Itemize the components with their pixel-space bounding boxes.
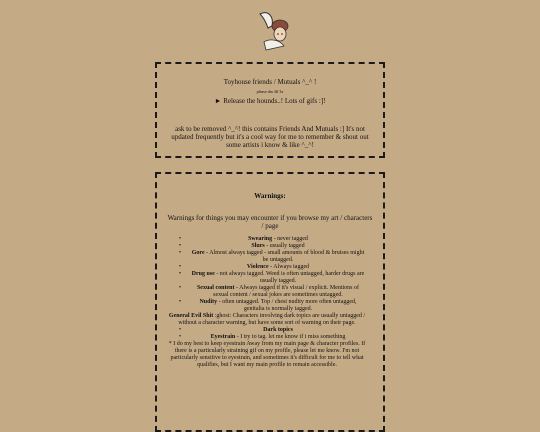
mutuals-title: Toyhouse friends / Mutuals ^_^ ! bbox=[223, 78, 317, 86]
mutuals-description: ask to be removed ^_^! this contains Friends And Mutuals :] It's not updated frequently but it's a cool way for me to remember & shout out some artists i know & like ^_^! bbox=[171, 125, 369, 149]
warnings-list bbox=[167, 236, 373, 369]
details-label[interactable]: Release the hounds..! Lots of gifs :]! bbox=[223, 97, 326, 105]
mascot-logo bbox=[250, 8, 298, 56]
list-item: • Swearing - never tagged bbox=[167, 236, 373, 243]
list-item: • Violence - Always tagged bbox=[167, 264, 373, 271]
warnings-intro: Warnings for things you may encounter if you browse my art / characters / page bbox=[167, 214, 373, 230]
warnings-title: Warnings: bbox=[254, 192, 286, 200]
details-summary[interactable] bbox=[167, 97, 373, 105]
list-item: • Sexual content - Always tagged if it's visual / explicit. Mentions of sexual content / sexual jokes are sometimes untagged. bbox=[167, 285, 373, 299]
list-item: • Nudity - often untagged. Top / chest nudity more often untagged, genitalia is normally tagged. bbox=[167, 299, 373, 313]
list-item: General Evil Shit :ghost: Characters involving dark topics are usually untagged / without a character warning, but have some sort of warning on their page. bbox=[168, 313, 366, 326]
list-item: • Slurs - usually tagged bbox=[167, 243, 373, 250]
warnings-box bbox=[155, 172, 385, 432]
list-item: • Eyestrain - I try to tag. let me know if i miss something bbox=[167, 334, 373, 341]
list-item: • Drug use - not always tagged. Weed is often untagged, harder drugs are usually tagged. bbox=[167, 271, 373, 285]
list-item: • Gore - Almost always tagged - small amounts of blood & bruises might be untagged. bbox=[167, 250, 373, 264]
list-item: • Dark topics bbox=[167, 327, 373, 334]
expand-triangle-icon[interactable]: ► bbox=[214, 97, 222, 105]
small-note: please dm 4ff 3x bbox=[256, 89, 284, 94]
mutuals-box bbox=[155, 62, 385, 158]
eyestrain-note: * I do my best to keep eyestrain Away from my main page & character profiles. If there is a particularly straining gif on my profile, please let me know. I'm not particularly sensitive to eyestrain, and sometimes it's difficult for me to tell what qualifies, but I want my main profile to remain accessible. bbox=[168, 341, 366, 368]
